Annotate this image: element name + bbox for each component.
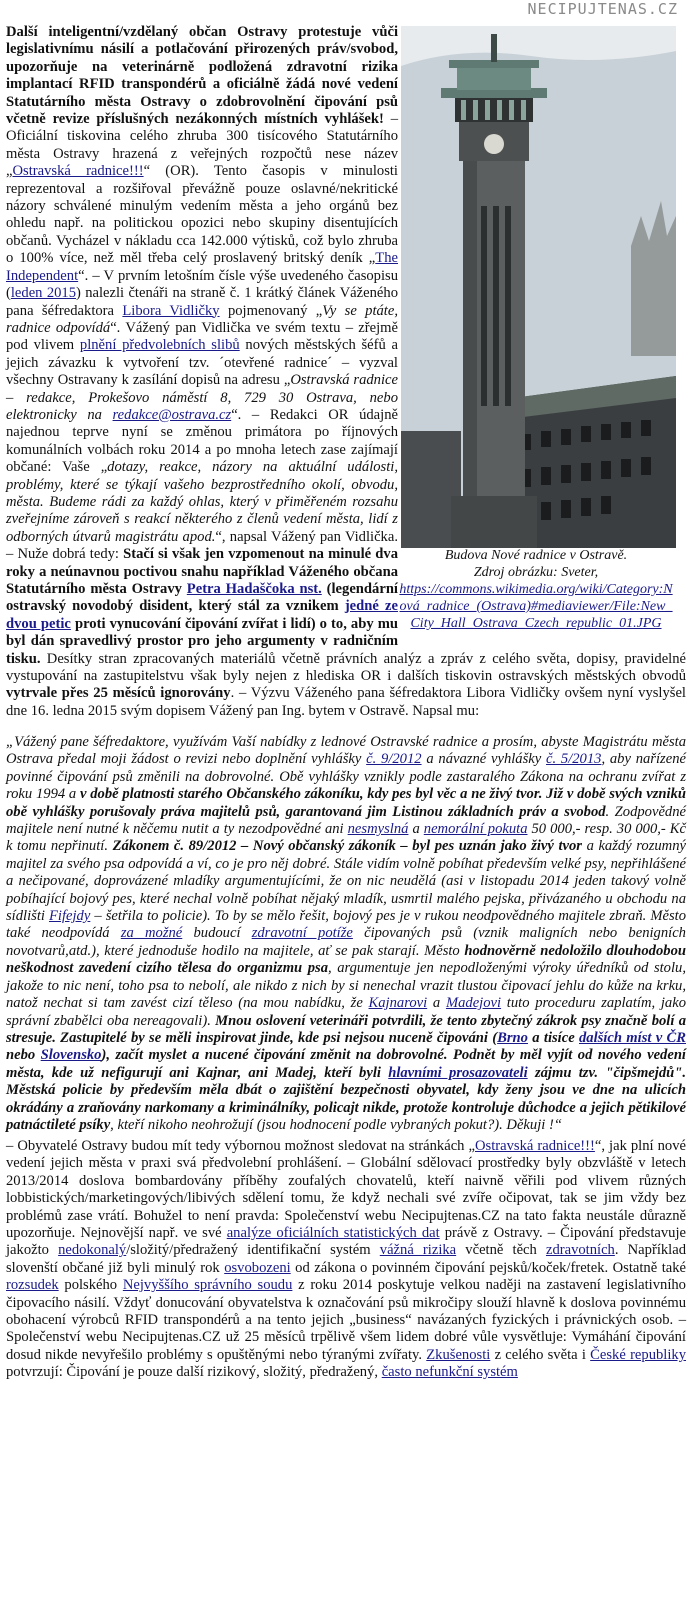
link-ceske-republiky[interactable]: České republiky [590, 1346, 686, 1363]
outro-text-2: “, jak plní nové vedení jejich města v praxi svá předvolební prohlášení. – Globální sdělovací prostředky byly obzvláště v letech 2013/2014 doslova bombardovány příběhy zoufalých chovatelů, kteří naivně věřili pod vlivem různých lobbistických/marketingových/libivých sdělení tomu, že když nechali své zvíře očipovat, tak se jim vždy bez problémů zase vrátí. Bohužel to není pravda: Společenství webu Necipujtenas.CZ na tato fakta neustále důrazně upozorňuje. Nejnovější např. ve své [6, 1138, 686, 1242]
letter-text-1: „Vážený pane šéfredaktore, využívám Vaší nabídky z lednové Ostravské radnice a prosím, abyste Magistrátu města Ostrava předal moji žádost o revizi nebo doplnění vyhlášky [6, 734, 686, 768]
link-zkusenosti[interactable]: Zkušenosti [426, 1346, 491, 1363]
link-za-mozne[interactable]: za možné [120, 925, 183, 942]
caption-source: Zdroj obrázku: Sveter, [473, 565, 599, 580]
letter-text-5: a [408, 821, 424, 838]
intro-bold-lead: Další inteligentní/vzdělaný občan Ostravy protestuje vůči legislativnímu násilí a potlačování přirozených práv/svobod, upozorňuje na veterinárně podložená zdravotní rizika implantací RFID transpondérů a oficiálně žádá nové vedení Statutárního města Ostravy o zdobrovolnění čipování psů včetně revize příslušných nezákonných místních vyhlášek! [6, 24, 398, 128]
link-casto-nefunkcni[interactable]: často nefunkční systém [381, 1364, 518, 1381]
link-nemoralni-pokuta[interactable]: nemorální pokuta [423, 821, 528, 838]
link-rozsudek[interactable]: rozsudek [6, 1277, 59, 1294]
letter-bold-8: zájmu tzv. "čipšmejdů". Městská policie by především měla dbát o zajištění bezpečnosti obyvatel, kdy ženy jsou ve dne na ulicích okrádány a zraňovány narkomany a kriminálníky, policajt nikde, protože kontroluje důchodce a jejich pětikilové patnáctileté psíky [6, 1064, 687, 1133]
link-vyhlaska-9-2012[interactable]: č. 9/2012 [366, 751, 422, 768]
letter-text-9: budoucí [182, 925, 252, 942]
link-madejovi[interactable]: Madejovi [445, 995, 502, 1012]
letter-text-7: a každý rozumný majitel za svého psa odpovídá a ví, co je pro něj dobré. Stále vidím volně pobíhat především velké psy, nepřihlášené a nečipované, doprovázené mladíky argumentujícími, že on nic neudělá (asi v listopadu 2014 jeden takový volně pobíhající bojový pes, které nechal volně pobíhat nějaký mladík, usmrtil malého pejska, přivázaného u obchodu na sídlišti [6, 838, 686, 925]
letter-bold-3: hodnověrně nedoložilo dlouhodobou neškodnost zavedení cizího tělesa do organizmu psa [6, 942, 686, 977]
letter-text-4: . Zodpovědné majitele není nutné k něčemu nutit a ty nezodpovědné ani [6, 803, 686, 838]
intro-text-7: nových městských šéfů a jejich závazku k vytvoření tzv. ´otevřené radnice´ – vyzval všechny Ostravany k zasílání dopisů na adresu „ [6, 337, 398, 389]
intro-text-10: Desítky stran zpracovaných materiálů včetně právních analýz a zpráv z celého světa, dopisy, pravidelné vystupování na zastupitelstvu však byly nejen z hlediska OR i dalších tiskovin ostravských městských obvodů [6, 650, 686, 685]
letter-bold-5: a tisíce [527, 1029, 579, 1046]
outro-text-7: od zákona o povinném čipování pejsků/koček/fretek. Ostatně také [290, 1259, 686, 1276]
intro-bold-5: vytrvale přes 25 měsíců ignorovány [6, 685, 231, 702]
link-fifejdy[interactable]: Fifejdy [48, 908, 91, 925]
letter-text-2: a návazné vyhlášky [421, 751, 547, 768]
outro-text-11: potvrzují: Čipování je pouze další rizikový, složitý, předražený, [6, 1364, 382, 1381]
letter-body [6, 734, 686, 1133]
intro-article-title: Vy se ptáte, radnice odpovídá [6, 302, 398, 336]
letter-bold-6: nebo [6, 1047, 41, 1064]
link-hlavnimi-prosazovateli[interactable]: hlavními prosazovateli [388, 1064, 528, 1081]
outro-text-5: včetně těch [456, 1242, 546, 1259]
caption-source-link[interactable]: https://commons.wikimedia.org/wiki/Category:Nová_radnice_(Ostrava)#mediaviewer/File:New_City_Hall_Ostrava_Czech_republic_01.JPG [399, 582, 673, 631]
link-nedokonaly[interactable]: nedokonalý [58, 1242, 127, 1259]
link-brno[interactable]: Brno [497, 1029, 528, 1046]
link-kajnarovi[interactable]: Kajnarovi [368, 995, 428, 1012]
outro-text-1: – Obyvatelé Ostravy budou mít tedy výbornou možnost sledovat na stránkách „ [6, 1138, 475, 1154]
link-leden-2015[interactable]: leden 2015 [10, 285, 77, 302]
link-nejvyssi-spravni-soud[interactable]: Nejvyššího správního soudu [122, 1277, 293, 1294]
link-nesmyslna[interactable]: nesmyslná [347, 821, 409, 838]
letter-bold-2: Zákonem č. 89/2012 – Nový občanský zákoník – byl pes uznán jako živý tvor [112, 838, 582, 855]
link-vazna-rizika[interactable]: vážná rizika [379, 1242, 457, 1259]
letter-text-10: čipovaných psů (vznik maligních nebo benigních novotvarů,atd.), které jednoduše hodilo na majitele, ať se pak starají. Město [6, 925, 686, 959]
link-petr-hadascok[interactable]: Petra Hadaščoka nst. [186, 581, 322, 597]
letter-bold-1: v době platnosti starého Občanského zákoníku, kdy pes byl věc a ne živý tvor. Již v době svých vzniků obě vyhlášky porušovaly práva majitelů psů, garantovaná jim Listinou základních práv a svobod [6, 786, 687, 820]
outro-text-8: polského [58, 1277, 123, 1294]
intro-paragraph [6, 24, 686, 720]
intro-text-11: . – Výzvu Váženého pana šéfredaktora Libora Vidličky ovšem nyní vyslyšel dne 16. ledna 2015 svým dopisem Vážený pan Ing. bytem v Ostravě. Napsal mu: [6, 685, 686, 719]
letter-bold-7: ), začít myslet a nucené čipování změnit na dobrovolné. Podnět by měl vyjít od nového vedení města, kde už nefigurují ani Kajnar, ani Madej, kteří byli [6, 1047, 686, 1081]
intro-bold-3: (legendární ostravský novodobý disident, který stál za vznikem [6, 581, 398, 615]
intro-text-8: “. – Redakci OR údajně najednou teprve nyní se změnou primátora po říjnových komunálních volbách roku 2014 a po mnoha letech zase zajímají občané: Vaše „ [6, 406, 398, 476]
intro-bold-2: Stačí si však jen vzpomenout na minulé dva roky a neúnavnou poctivou snahu například Váženého občana Statutárního města Ostravy [6, 546, 398, 597]
outro-text-10: z celého světa i [490, 1346, 591, 1363]
link-plneni-slibu[interactable]: plnění předvolebních slibů [79, 337, 240, 354]
intro-quote: dotazy, reakce, názory na aktuální události, problémy, které se týkají vašeho bezprostředního okolí, obvodu, města. Budeme rádi za každý ohlas, který v přiměřeném rozsahu zveřejníme zároveň s reakcí některého z členů vedení města, lidí z odborných útvarů magistrátu apod. [6, 459, 398, 545]
letter-text-12: a [427, 995, 446, 1012]
intro-text-2: “ (OR). Tento časopis v minulosti reprezentoval a rozšiřoval převážně pouze oslavné/nekritické názory schválené minulým vedením města a jeho orgánů bez ohledu např. na politickou opozici nebo skupiny disentujících občanů. Vycházel v nákladu cca 142.000 výtisků, což bylo zhruba o 100% více, než měl třeba celý proslavený britský deník „ [6, 163, 398, 267]
intro-address-text: Ostravská radnice – redakce, Prokešovo náměstí 8, 729 30 Ostrava, nebo elektronicky na [6, 372, 398, 423]
link-zdravotnich[interactable]: zdravotních [545, 1242, 615, 1259]
link-redakce-email[interactable]: redakce@ostrava.cz [112, 406, 232, 423]
letter-text-8: – šetřila to policie). To by se mělo řešit, bojový pes je v rukou neodpovědného majitele zbraň. Město také neodpovídá [6, 908, 686, 942]
letter-text-11: , argumentuje jen nepodloženými výroky úředníků od stolu, jakože to nic není, toho psa to nebolí, ale nikdo z nich by si nenechal vrazit tlustou čipovací jehlu do kůže na krku, natož nechat si tam zavést cizí těleso (na mou nabídku, že [6, 960, 686, 1012]
site-watermark: NECIPUJTENAS.CZ [527, 0, 678, 18]
outro-text-6: . Například slovenští občané již byli minulý rok [6, 1242, 687, 1276]
link-zdravotni-potize[interactable]: zdravotní potíže [251, 925, 353, 942]
letter-text-13: tuto proceduru zaplatím, jako správní zbabělci oba nereagovali). [6, 995, 686, 1029]
letter-bold-4 [6, 1013, 686, 1133]
link-jedne-petice[interactable]: jedné ze dvou petic [6, 598, 398, 632]
link-the-independent[interactable]: The Independent [6, 250, 398, 284]
outro-text-4: /složitý/předražený identifikační systém [126, 1242, 380, 1259]
link-ostravska-radnice-2[interactable]: Ostravská radnice!!! [474, 1138, 595, 1154]
link-libor-vidlicka[interactable]: Libora Vidličky [122, 302, 220, 319]
link-vyhlaska-5-2013[interactable]: č. 5/2013 [546, 751, 602, 768]
link-osvobozeni[interactable]: osvobozeni [224, 1259, 291, 1276]
outro-paragraph [6, 1138, 686, 1382]
link-ostravska-radnice[interactable]: Ostravská radnice!!! [12, 163, 144, 180]
letter-bold-4-text: Mnou oslovení veterináři potvrdili, že tento zbytečný zákrok psy značně bolí a stresuje. Zastupitelé by se měli inspirovat jinde, kde psi nejsou nuceně čipováni ( [6, 1012, 686, 1046]
link-slovensko[interactable]: Slovensko [40, 1047, 102, 1064]
intro-text-5: pojmenovaný „ [219, 302, 323, 319]
caption-title: Budova Nové radnice v Ostravě. [444, 548, 628, 563]
intro-text-9: “, napsal Vážený pan Vidlička. – Nuže dobrá tedy: [6, 528, 398, 563]
letter-text-3: , aby nařízené povinné čipování psů změnili na dobrovolné. Obě vyhlášky vznikly podle zastaralého Zákona na ochranu zvířat z roku 1994 a [6, 751, 686, 803]
intro-text-1: – Oficiální tiskovina celého zhruba 300 tisícového Statutárního města Ostravy hrazená z veřejných rozpočtů nese název „ [6, 111, 398, 180]
intro-text-6: “. Vážený pan Vidlička ve svém textu – zřejmě pod vlivem [6, 319, 398, 354]
letter-paragraph [6, 734, 686, 1134]
intro-text-3: “. – V prvním letošním čísle výše uvedeného časopisu ( [6, 267, 398, 302]
letter-text-6: 50 000,- resp. 30 000,- Kč k tomu nepřinutí. [6, 821, 687, 855]
letter-text-14: , kteří nikoho neohrožují (jsou hodnocení podle vybraných pokut?). Děkuji !“ [110, 1116, 562, 1133]
link-dalsich-mist[interactable]: dalších míst v ČR [579, 1029, 686, 1046]
link-analyza-dat[interactable]: analýze oficiálních statistických dat [226, 1225, 440, 1242]
outro-text-3: právě z Ostravy. – Čipování představuje jakožto [6, 1225, 686, 1259]
intro-text-4: ) nalezli čtenáři na straně č. 1 krátký článek Váženého pana šéfredaktora [6, 285, 398, 319]
intro-bold-4: proti vynucování čipování zvířat i lidí) o to, aby mu byl dán spravedlivý prostor pro jeho argumenty v radničním tisku. [6, 615, 398, 667]
outro-text-9: z roku 2014 poskytuje velkou naději na zastavení legislativního čipovacího násilí. Vždyť donucování obyvatelstva k označování psů mikročipy slouží hlavně k doslova povinnému obohacení výrobců RFID transpondérů a na tento jejich „business“ navázaných fyzických i právnických osob. – Společenství webu Necipujtenas.CZ už 25 měsíců trpělivě všem lidem dobré vůle vysvětluje: Vymáhání čipování dosud nikde nevyřešilo problémy s opuštěnými nebo týranými zvířaty. [6, 1277, 686, 1363]
